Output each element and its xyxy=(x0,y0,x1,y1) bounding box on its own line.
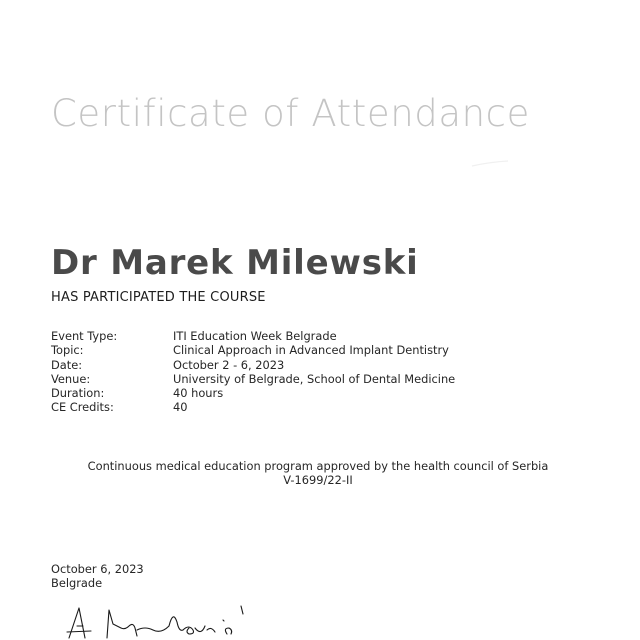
issue-block xyxy=(51,562,144,591)
detail-label: Duration: xyxy=(51,386,105,401)
approval-block xyxy=(0,459,636,488)
detail-row-ce-credits xyxy=(51,400,455,414)
certificate-title: Certificate of Attendance xyxy=(51,92,530,135)
detail-label: Topic: xyxy=(51,343,84,358)
recipient-name: Dr Marek Milewski xyxy=(51,243,419,283)
signature-icon xyxy=(65,600,265,640)
course-details xyxy=(51,329,455,415)
scan-smudge-icon xyxy=(470,160,510,168)
detail-row-topic xyxy=(51,343,455,357)
detail-row-duration xyxy=(51,386,455,400)
detail-label: Venue: xyxy=(51,371,91,386)
detail-value: 40 hours xyxy=(173,386,224,401)
approval-statement: Continuous medical education program approved by the health council of Serbia xyxy=(87,459,549,473)
detail-value: Clinical Approach in Advanced Implant Dentistry xyxy=(173,343,449,358)
detail-label: Event Type: xyxy=(51,329,118,343)
detail-row-venue xyxy=(51,372,455,386)
detail-value: 40 xyxy=(173,400,188,415)
detail-label: CE Credits: xyxy=(51,400,114,415)
detail-row-date xyxy=(51,358,455,372)
detail-label: Date: xyxy=(51,357,83,372)
approval-code: V-1699/22-II xyxy=(283,473,353,488)
issue-place: Belgrade xyxy=(51,576,103,591)
detail-value: October 2 - 6, 2023 xyxy=(173,357,285,372)
participation-statement: HAS PARTICIPATED THE COURSE xyxy=(51,290,266,305)
detail-value: ITI Education Week Belgrade xyxy=(173,329,337,343)
issue-date: October 6, 2023 xyxy=(51,562,144,576)
detail-value: University of Belgrade, School of Dental Medicine xyxy=(173,371,456,386)
detail-row-event-type xyxy=(51,329,455,343)
